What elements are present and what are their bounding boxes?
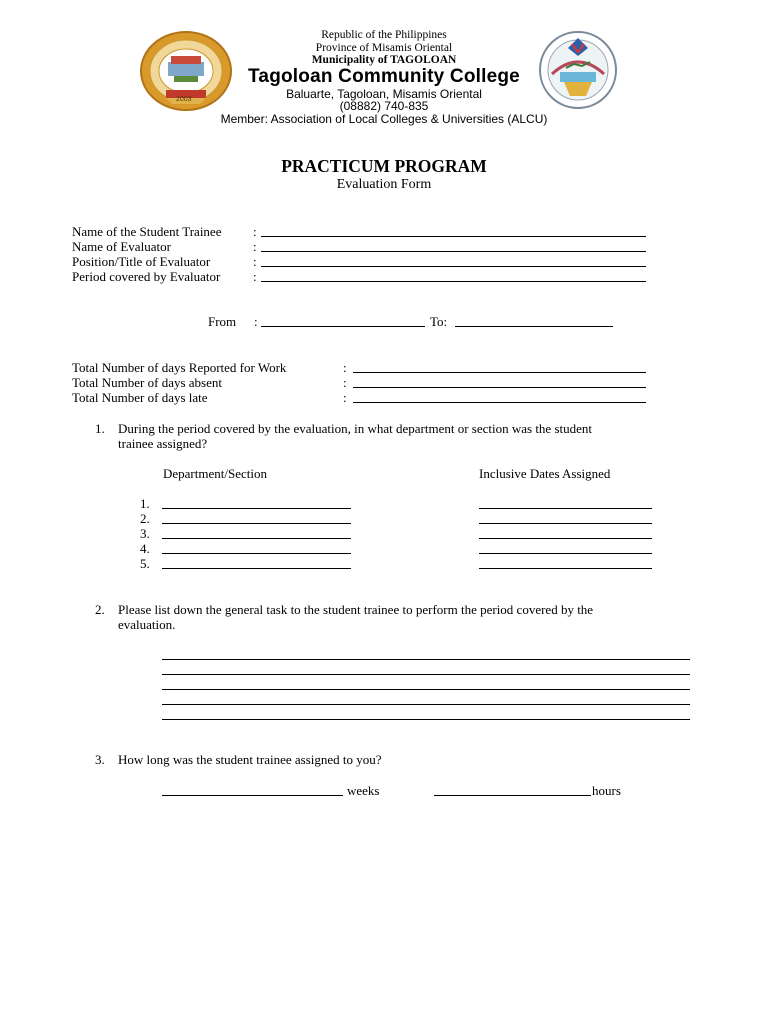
dates-assigned-input-2[interactable] <box>479 523 652 524</box>
from-date-input[interactable] <box>261 326 425 327</box>
header-municipality: Municipality of TAGOLOAN <box>311 54 457 66</box>
days-colon: : <box>343 375 347 390</box>
weeks-input[interactable] <box>162 795 343 796</box>
header-country: Republic of the Philippines <box>321 29 447 41</box>
from-colon: : <box>254 314 258 329</box>
field-label-position: Position/Title of Evaluator <box>72 254 211 269</box>
form-title: PRACTICUM PROGRAM <box>281 156 487 176</box>
dept-section-input-5[interactable] <box>162 568 351 569</box>
from-label: From <box>208 314 237 329</box>
dept-section-input-4[interactable] <box>162 553 351 554</box>
list-item-number: 5. <box>140 556 150 571</box>
hours-label: hours <box>592 783 621 798</box>
list-item-number: 3. <box>140 526 150 541</box>
dept-section-header: Department/Section <box>163 466 267 481</box>
q2-text-line1: Please list down the general task to the student trainee to perform the period covered by the <box>118 602 594 617</box>
header-phone: (08882) 740-835 <box>339 99 429 113</box>
dept-section-input-2[interactable] <box>162 523 351 524</box>
to-label: To: <box>430 314 448 329</box>
field-label-period: Period covered by Evaluator <box>72 269 221 284</box>
period-covered-input[interactable] <box>261 281 646 282</box>
dates-assigned-input-1[interactable] <box>479 508 652 509</box>
dept-section-input-3[interactable] <box>162 538 351 539</box>
q3-text: How long was the student trainee assigned to you? <box>118 752 382 767</box>
dates-assigned-input-4[interactable] <box>479 553 652 554</box>
seal-year: 2003 <box>176 96 192 103</box>
days-absent-input[interactable] <box>353 387 646 388</box>
header-province: Province of Misamis Oriental <box>315 42 453 54</box>
days-colon: : <box>343 390 347 405</box>
field-colon: : <box>253 239 257 254</box>
to-date-input[interactable] <box>455 326 613 327</box>
days-reported-input[interactable] <box>353 372 646 373</box>
days-late-input[interactable] <box>353 402 646 403</box>
dept-section-input-1[interactable] <box>162 508 351 509</box>
list-item-number: 2. <box>140 511 150 526</box>
field-label-student-trainee: Name of the Student Trainee <box>72 224 222 239</box>
q2-number: 2. <box>95 602 105 617</box>
evaluator-name-input[interactable] <box>261 251 646 252</box>
header-address: Baluarte, Tagoloan, Misamis Oriental <box>286 87 482 101</box>
list-item-number: 4. <box>140 541 150 556</box>
weeks-label: weeks <box>347 783 380 798</box>
days-reported-label: Total Number of days Reported for Work <box>72 360 287 375</box>
days-absent-label: Total Number of days absent <box>72 375 222 390</box>
hours-input[interactable] <box>434 795 591 796</box>
q2-text-line2: evaluation. <box>118 617 176 632</box>
q1-number: 1. <box>95 421 105 436</box>
field-colon: : <box>253 254 257 269</box>
general-task-input-4[interactable] <box>162 704 690 705</box>
general-task-input-1[interactable] <box>162 659 690 660</box>
evaluator-position-input[interactable] <box>261 266 646 267</box>
days-colon: : <box>343 360 347 375</box>
student-trainee-input[interactable] <box>261 236 646 237</box>
college-name: Tagoloan Community College <box>248 66 520 87</box>
general-task-input-3[interactable] <box>162 689 690 690</box>
field-colon: : <box>253 224 257 239</box>
q1-text-line2: trainee assigned? <box>118 436 208 451</box>
list-item-number: 1. <box>140 496 150 511</box>
dates-assigned-input-3[interactable] <box>479 538 652 539</box>
inclusive-dates-header: Inclusive Dates Assigned <box>479 466 611 481</box>
dates-assigned-input-5[interactable] <box>479 568 652 569</box>
general-task-input-5[interactable] <box>162 719 690 720</box>
field-colon: : <box>253 269 257 284</box>
days-late-label: Total Number of days late <box>72 390 208 405</box>
form-subtitle: Evaluation Form <box>336 177 432 192</box>
q3-number: 3. <box>95 752 105 767</box>
header-membership: Member: Association of Local Colleges & Universities (ALCU) <box>220 112 548 126</box>
general-task-input-2[interactable] <box>162 674 690 675</box>
field-label-evaluator: Name of Evaluator <box>72 239 171 254</box>
q1-text-line1: During the period covered by the evaluation, in what department or section was the student <box>118 421 592 436</box>
